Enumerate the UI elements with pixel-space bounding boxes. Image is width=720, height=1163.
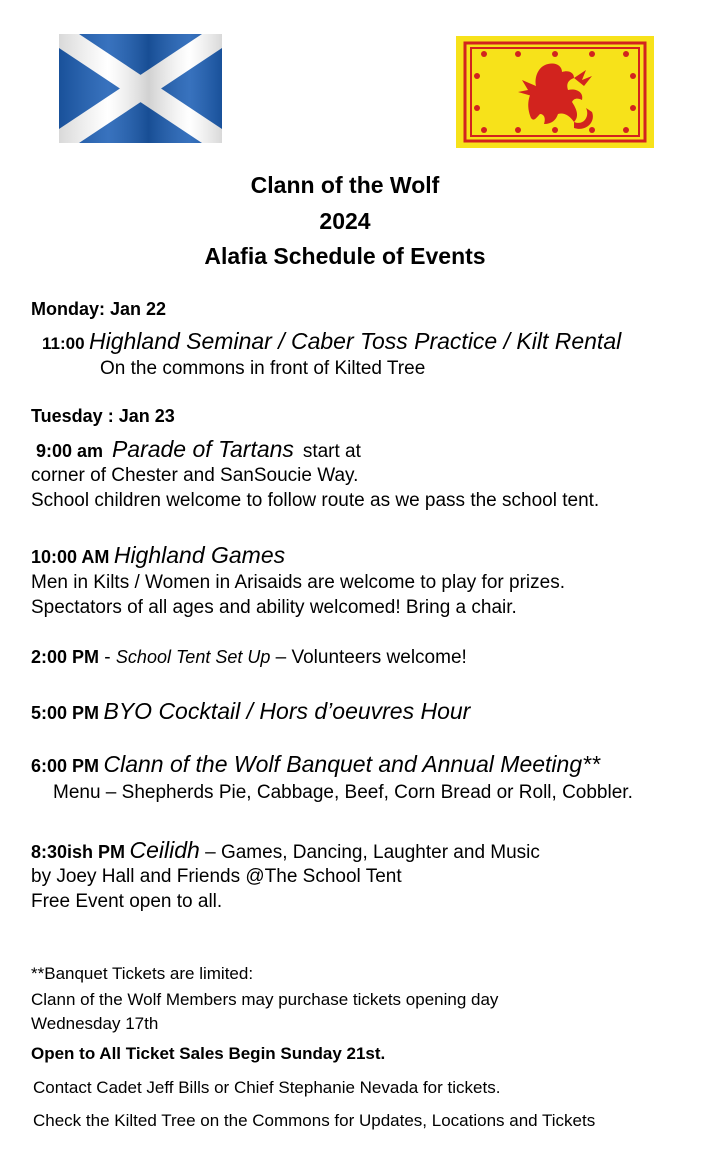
- lion-rampant-flag: [456, 36, 654, 148]
- monday-event-line: [42, 328, 621, 355]
- games-line2: Men in Kilts / Women in Arisaids are welcome to play for prizes.: [31, 572, 565, 593]
- parade-line2: corner of Chester and SanSoucie Way.: [31, 465, 359, 486]
- page-title-line1: Clann of the Wolf: [250, 172, 440, 198]
- banquet-time: 6:00 PM: [31, 756, 100, 776]
- scottish-saltire-flag: [59, 34, 222, 143]
- monday-heading: Monday: Jan 22: [31, 299, 167, 319]
- games-event: Highland Games: [113, 542, 286, 568]
- school-tent-event: School Tent Set Up: [115, 647, 271, 667]
- games-line: [31, 542, 285, 569]
- parade-line: [36, 436, 361, 463]
- cocktail-line: [31, 698, 470, 725]
- parade-event: Parade of Tartans: [111, 436, 294, 462]
- ceilidh-line3: Free Event open to all.: [31, 891, 223, 912]
- page-title-line3: Alafia Schedule of Events: [204, 243, 486, 269]
- notes-line4: Open to All Ticket Sales Begin Sunday 21st.: [31, 1044, 386, 1063]
- ceilidh-line: [31, 837, 540, 864]
- parade-line3: School children welcome to follow route as we pass the school tent.: [31, 490, 600, 511]
- notes-line3: Wednesday 17th: [31, 1014, 159, 1033]
- ceilidh-event: Ceilidh: [129, 837, 200, 863]
- notes-line2: Clann of the Wolf Members may purchase tickets opening day: [31, 990, 499, 1009]
- parade-time: 9:00 am: [36, 441, 104, 461]
- banquet-event: Clann of the Wolf Banquet and Annual Meeting**: [103, 751, 601, 777]
- cocktail-time: 5:00 PM: [31, 703, 100, 723]
- cocktail-event: BYO Cocktail / Hors d’oeuvres Hour: [103, 698, 471, 724]
- banquet-line: [31, 751, 600, 778]
- school-tent-line: [31, 647, 467, 669]
- school-tent-time: 2:00 PM: [31, 647, 100, 667]
- school-tent-suffix: – Volunteers welcome!: [270, 647, 467, 668]
- ceilidh-line2: by Joey Hall and Friends @The School Tent: [31, 866, 402, 887]
- banquet-menu: Menu – Shepherds Pie, Cabbage, Beef, Corn Bread or Roll, Cobbler.: [53, 782, 633, 803]
- school-tent-sep: -: [99, 647, 116, 668]
- ceilidh-suffix: – Games, Dancing, Laughter and Music: [199, 842, 540, 863]
- games-line3: Spectators of all ages and ability welcomed! Bring a chair.: [31, 597, 517, 618]
- games-time: 10:00 AM: [31, 547, 110, 567]
- parade-suffix: start at: [302, 441, 361, 462]
- ceilidh-time: 8:30ish PM: [31, 842, 126, 862]
- notes-line6: Check the Kilted Tree on the Commons for Updates, Locations and Tickets: [33, 1111, 596, 1130]
- tuesday-heading: Tuesday : Jan 23: [31, 406, 175, 426]
- monday-event: Highland Seminar / Caber Toss Practice / Kilt Rental: [89, 328, 622, 354]
- monday-time: 11:00: [42, 334, 85, 353]
- page-title-line2: 2024: [319, 208, 371, 234]
- monday-location: On the commons in front of Kilted Tree: [100, 358, 426, 379]
- notes-line1: **Banquet Tickets are limited:: [31, 964, 254, 983]
- notes-line5: Contact Cadet Jeff Bills or Chief Stephanie Nevada for tickets.: [33, 1078, 501, 1097]
